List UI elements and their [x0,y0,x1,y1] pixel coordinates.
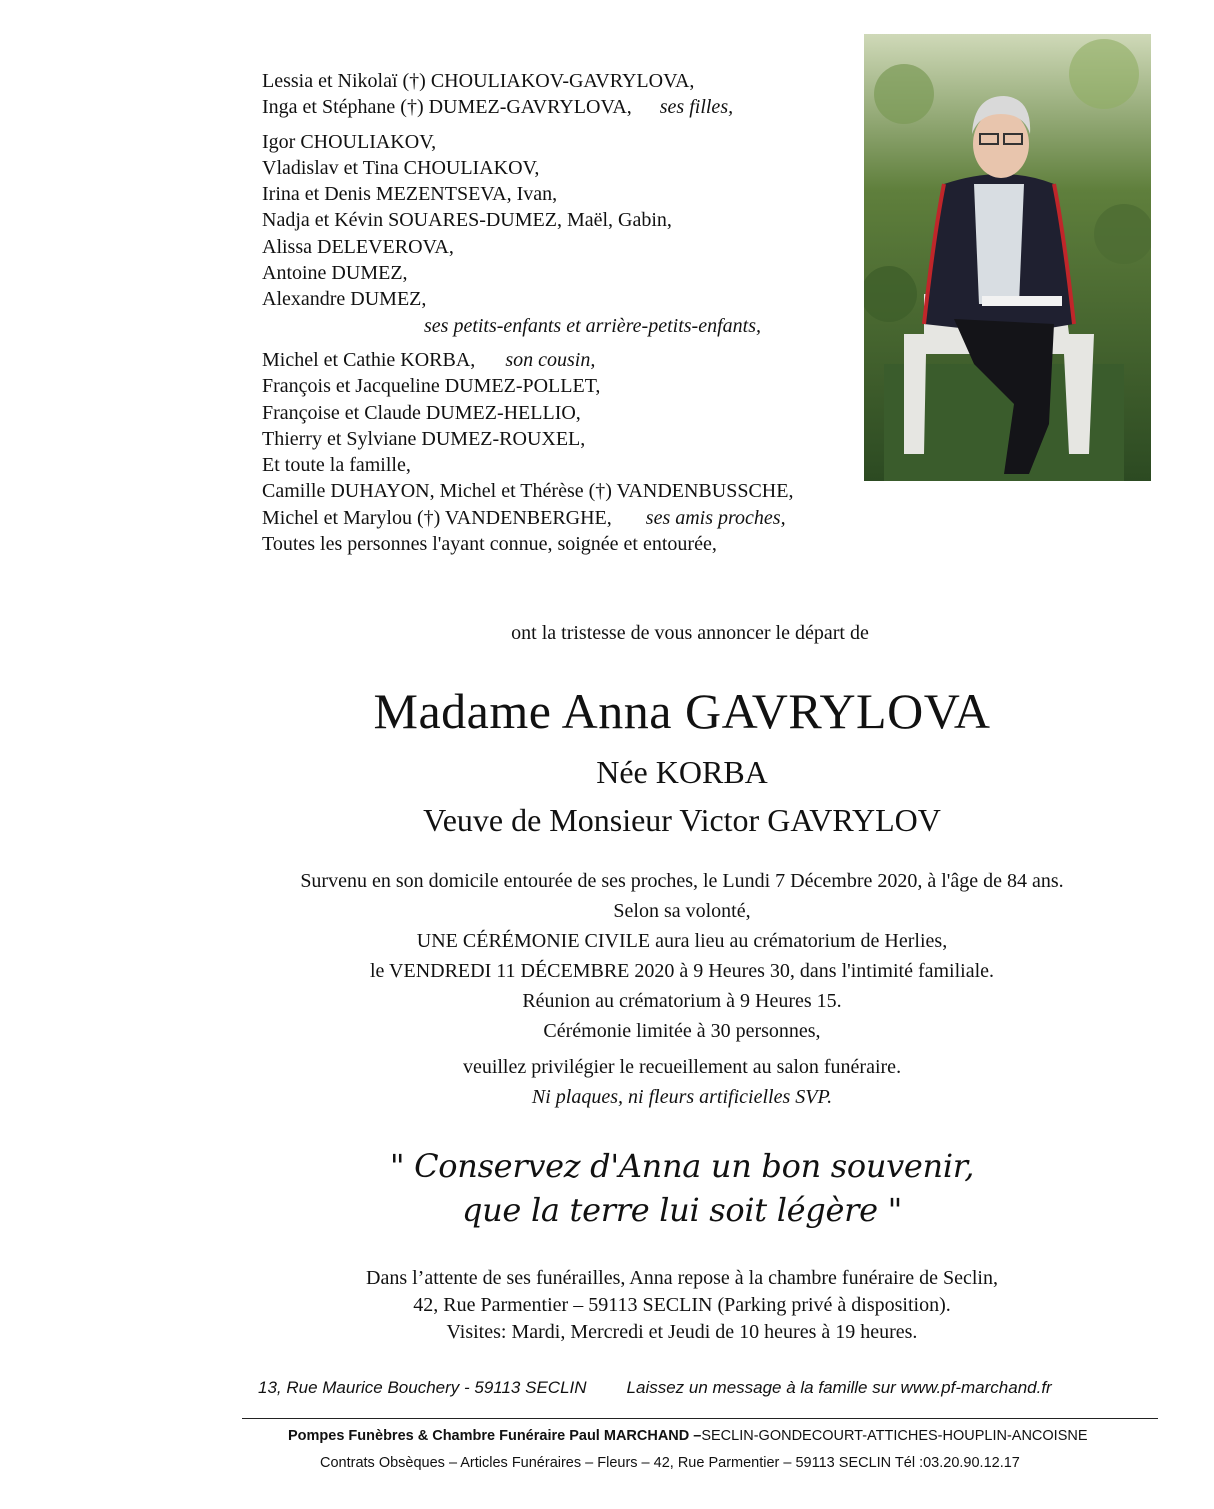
ceremony-line: UNE CÉRÉMONIE CIVILE aura lieu au crématorium de Herlies, [416,930,948,952]
family-line: Alexandre DUMEZ, [262,288,427,311]
no-flowers-line: Ni plaques, ni fleurs artificielles SVP. [531,1086,833,1108]
quote-line: " Conservez d'Anna un bon souvenir, [389,1147,975,1185]
relation-label: son cousin, [505,348,596,371]
memorial-quote [75,1144,1214,1232]
company-towns: SECLIN-GONDECOURT-ATTICHES-HOUPLIN-ANCOISNE [701,1428,1088,1444]
family-line: Nadja et Kévin SOUARES-DUMEZ, Maël, Gabin, [262,209,672,232]
meeting-line: Réunion au crématorium à 9 Heures 15. [522,990,842,1012]
widow-of: Veuve de Monsieur Victor GAVRYLOV [423,802,941,838]
family-line: François et Jacqueline DUMEZ-POLLET, [262,375,601,398]
family-line: Lessia et Nikolaï (†) CHOULIAKOV-GAVRYLOVA, [262,70,695,92]
portrait-photo-drawing [864,34,1151,481]
death-notice-line: Survenu en son domicile entourée de ses proches, le Lundi 7 Décembre 2020, à l'âge de 84 ans. [300,870,1064,892]
family-line: Vladislav et Tina CHOULIAKOV, [262,156,540,179]
family-list [262,68,882,565]
footer-divider [242,1418,1158,1419]
salon-line: veuillez privilégier le recueillement au salon funéraire. [462,1056,902,1078]
detail-line: Selon sa volonté, [613,900,751,922]
repose-line: Dans l’attente de ses funérailles, Anna repose à la chambre funéraire de Seclin, [366,1267,998,1289]
family-line: Igor CHOULIAKOV, [262,130,437,153]
family-line: Toutes les personnes l'ayant connue, soignée et entourée, [262,533,717,556]
limit-line: Cérémonie limitée à 30 personnes, [543,1020,821,1042]
family-line: Et toute la famille, [262,454,411,477]
family-line: Michel et Cathie KORBA, son cousin, [262,348,596,371]
family-line: Michel et Marylou (†) VANDENBERGHE, ses amis proches, [262,506,786,529]
company-name: Pompes Funèbres & Chambre Funéraire Paul MARCHAND – [288,1428,702,1444]
family-line: Irina et Denis MEZENTSEVA, Ivan, [262,183,558,206]
deceased-name: Madame Anna GAVRYLOVA [373,683,991,739]
family-group-grandchildren [262,129,882,339]
repose-address: 42, Rue Parmentier – 59113 SECLIN (Parking privé à disposition). [413,1294,951,1316]
family-line: Inga et Stéphane (†) DUMEZ-GAVRYLOVA, ses filles, [262,96,734,119]
quote-line: que la terre lui soit légère " [461,1191,903,1229]
footer-services: Contrats Obsèques – Articles Funéraires – Fleurs – 42, Rue Parmentier – 59113 SECLIN Tél :03.20.90.12.17 [320,1455,1020,1471]
footer-company [288,1428,1088,1444]
ceremony-details [75,866,1214,1112]
portrait-photo-icon [864,34,1151,481]
repose-info [75,1265,1214,1346]
relation-label: ses amis proches, [645,506,786,529]
ceremony-date-line: le VENDREDI 11 DÉCEMBRE 2020 à 9 Heures 30, dans l'intimité familiale. [369,960,995,982]
family-line: Antoine DUMEZ, [262,262,408,285]
family-line: Alissa DELEVEROVA, [262,235,454,258]
maiden-name: Née KORBA [596,754,768,790]
family-line: Françoise et Claude DUMEZ-HELLIO, [262,401,581,424]
contact-line [258,1378,1052,1398]
contact-website-message[interactable]: Laissez un message à la famille sur www.pf-marchand.fr [626,1378,1052,1397]
announcement-text: ont la tristesse de vous annoncer le départ de [511,622,869,644]
relation-label: ses filles, [659,96,734,119]
contact-address: 13, Rue Maurice Bouchery - 59113 SECLIN [258,1378,587,1397]
relation-label: ses petits-enfants et arrière-petits-enfants, [424,314,761,337]
family-group-daughters [262,68,882,121]
family-group-others [262,347,882,557]
family-line: Camille DUHAYON, Michel et Thérèse (†) VANDENBUSSCHE, [262,480,794,503]
visiting-hours: Visites: Mardi, Mercredi et Jeudi de 10 heures à 19 heures. [446,1321,918,1343]
family-line: Thierry et Sylviane DUMEZ-ROUXEL, [262,427,586,450]
